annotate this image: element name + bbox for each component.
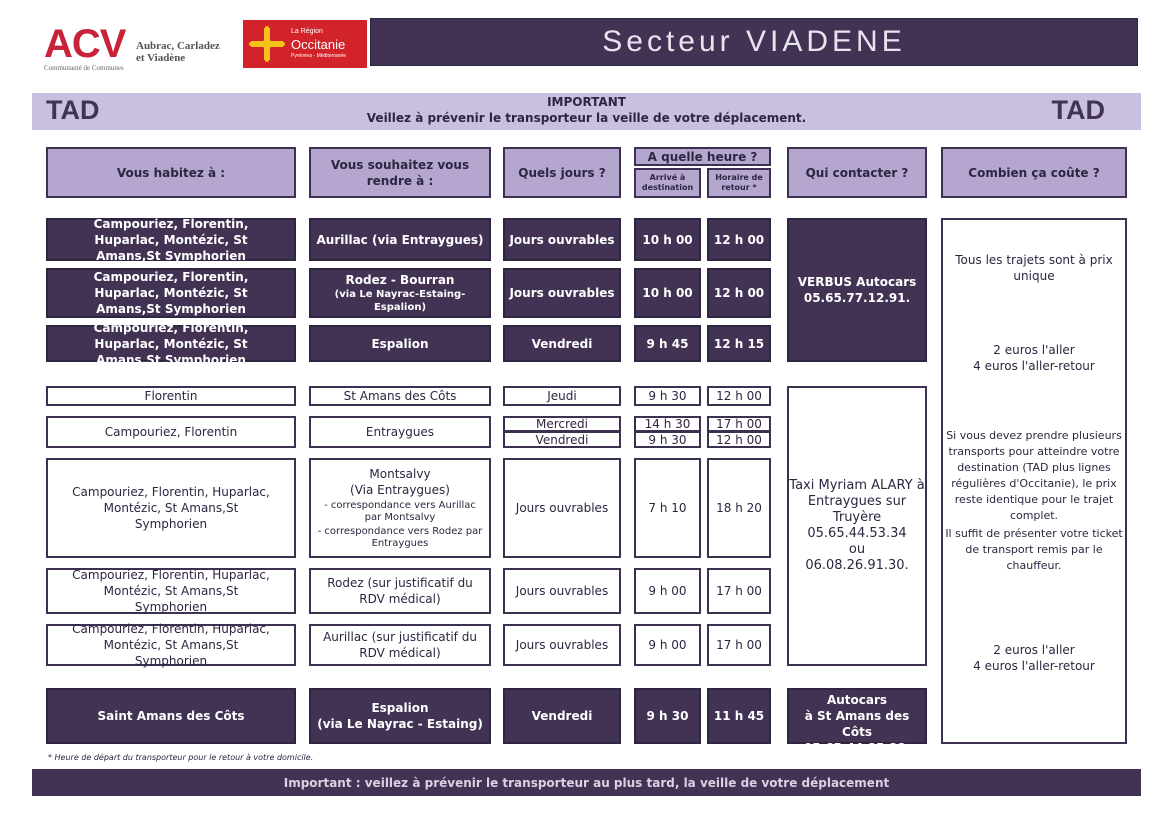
row5-from: Campouriez, Florentin [46,416,296,448]
cost-multi: Si vous devez prendre plusieurs transports pour atteindre votre destination (TAD plus lignes régulières d'Occitanie), le prix reste identique pour le trajet complet. [946,429,1122,522]
verbus-name: VERBUS Autocars [797,275,917,289]
row8-retour: 17 h 00 [707,624,771,666]
verbus-phone: 05.65.77.12.91. [803,291,911,305]
row8-to: Aurillac (sur justificatif du RDV médical) [309,624,491,666]
footer-bar [32,769,1141,796]
row2-to-main: Rodez - Bourran [345,273,455,287]
row5-to: Entraygues [309,416,491,448]
row7-to: Rodez (sur justificatif du RDV médical) [309,568,491,614]
taxi-ou: ou [848,542,866,557]
row9-retour: 11 h 45 [707,688,771,744]
row9-days: Vendredi [503,688,621,744]
row7-arrive: 9 h 00 [634,568,701,614]
row9-from: Saint Amans des Côts [46,688,296,744]
row6-days: Jours ouvrables [503,458,621,558]
cost-price1-line1: 2 euros l'aller [993,343,1075,357]
contact-teyssedre [787,677,927,755]
taxi-phone1: 05.65.44.53.34 [807,526,907,541]
row5-days2: Vendredi [503,432,621,448]
banner-important: IMPORTANT [547,95,626,109]
row2-arrive: 10 h 00 [634,268,701,318]
tad-left-label: TAD [46,95,100,125]
page-title [370,18,1138,66]
row5-retour2: 12 h 00 [707,432,771,448]
acv-subtitle: Communauté de Communes [44,64,124,72]
header-heure: A quelle heure ? [634,147,771,166]
row8-from: Campouriez, Florentin, Huparlac, Montézic, St Amans,St Symphorien [46,624,296,666]
tad-right-label: TAD [1051,95,1105,125]
row9-to-sub: (via Le Nayrac - Estaing) [317,717,483,731]
row6-to-l3: - correspondance vers Aurillac par Montsalvy [324,500,476,523]
row3-arrive: 9 h 45 [634,325,701,362]
row3-days: Vendredi [503,325,621,362]
row9-to [309,688,491,744]
contact-verbus [787,218,927,362]
row9-arrive: 9 h 30 [634,688,701,744]
teyssedre-line1: TEYSSEDRE Autocars [818,677,896,707]
acv-name-line2: et Viadène [136,52,186,64]
row7-from: Campouriez, Florentin, Huparlac, Montézic, St Amans,St Symphorien [46,568,296,614]
row5-arrive2: 9 h 30 [634,432,701,448]
row8-arrive: 9 h 00 [634,624,701,666]
row1-days: Jours ouvrables [503,218,621,261]
row7-days: Jours ouvrables [503,568,621,614]
row1-retour: 12 h 00 [707,218,771,261]
cost-unique: Tous les trajets sont à prix unique [955,253,1113,283]
row4-days: Jeudi [503,386,621,406]
row2-days: Jours ouvrables [503,268,621,318]
important-banner [32,93,1141,130]
row3-to: Espalion [309,325,491,362]
row2-to [309,268,491,318]
row1-arrive: 10 h 00 [634,218,701,261]
row5-days1: Mercredi [503,416,621,432]
row4-retour: 12 h 00 [707,386,771,406]
row6-to-l2: (Via Entraygues) [350,483,450,497]
footnote: * Heure de départ du transporteur pour le retour à votre domicile. [48,753,314,762]
taxi-line2: Entraygues sur [807,494,907,509]
taxi-line3: Truyère [832,510,882,525]
acv-logo [40,20,240,72]
row7-retour: 17 h 00 [707,568,771,614]
taxi-line1: Taxi Myriam ALARY à [789,478,925,493]
row4-arrive: 9 h 30 [634,386,701,406]
row6-retour: 18 h 20 [707,458,771,558]
region-logo [243,20,367,68]
header-cout: Combien ça coûte ? [941,147,1127,198]
row1-from: Campouriez, Florentin, Huparlac, Montézic, St Amans,St Symphorien [46,218,296,261]
contact-taxi [787,386,927,666]
banner-message: Veillez à prévenir le transporteur la veille de votre déplacement. [366,111,807,125]
acv-letters: ACV [44,22,126,66]
row4-to: St Amans des Côts [309,386,491,406]
row6-to-l1: Montsalvy [369,467,431,481]
region-small: La Région [291,28,323,35]
row4-from: Florentin [46,386,296,406]
header-arrive: Arrivé à destination [634,168,701,198]
acv-name-line1: Aubrac, Carladez [136,40,220,52]
row6-to [309,458,491,558]
header-jours: Quels jours ? [503,147,621,198]
header-souhaitez: Vous souhaitez vous rendre à : [309,147,491,198]
row6-arrive: 7 h 10 [634,458,701,558]
row2-from: Campouriez, Florentin, Huparlac, Montézic, St Amans,St Symphorien [46,268,296,318]
cost-price2-line1: 2 euros l'aller [993,643,1075,657]
row3-retour: 12 h 15 [707,325,771,362]
row3-from: Campouriez, Florentin, Huparlac, Montézic, St Amans,St Symphorien [46,325,296,362]
region-name: Occitanie [291,37,346,52]
row2-retour: 12 h 00 [707,268,771,318]
cost-ticket: Il suffit de présenter votre ticket de transport remis par le chauffeur. [945,527,1123,572]
row5-arrive1: 14 h 30 [634,416,701,432]
row9-to-main: Espalion [371,701,429,715]
cost-price2-line2: 4 euros l'aller-retour [973,659,1095,673]
cost-price1-line2: 4 euros l'aller-retour [973,359,1095,373]
row5-retour1: 17 h 00 [707,416,771,432]
cost-panel [941,218,1127,744]
taxi-phone2: 06.08.26.91.30. [805,558,909,573]
teyssedre-line2: à St Amans des Côts [804,709,910,739]
header-contacter: Qui contacter ? [787,147,927,198]
footer-text: Important : veillez à prévenir le transporteur au plus tard, la veille de votre déplacement [283,775,890,790]
header-retour: Horaire de retour * [707,168,771,198]
row6-to-l4: - correspondance vers Rodez par Entraygues [317,526,483,549]
row8-days: Jours ouvrables [503,624,621,666]
header-habitez: Vous habitez à : [46,147,296,198]
region-sub: Pyrénées - Méditerranée [291,53,347,59]
occitan-cross-icon [249,26,285,62]
row6-from: Campouriez, Florentin, Huparlac, Montézic, St Amans,St Symphorien [46,458,296,558]
teyssedre-phone: 05.65.44.85.88. [803,741,911,755]
page-title-text: Secteur VIADENE [602,25,906,58]
row1-to: Aurillac (via Entraygues) [309,218,491,261]
row2-to-sub: (via Le Nayrac-Estaing-Espalion) [334,289,466,313]
